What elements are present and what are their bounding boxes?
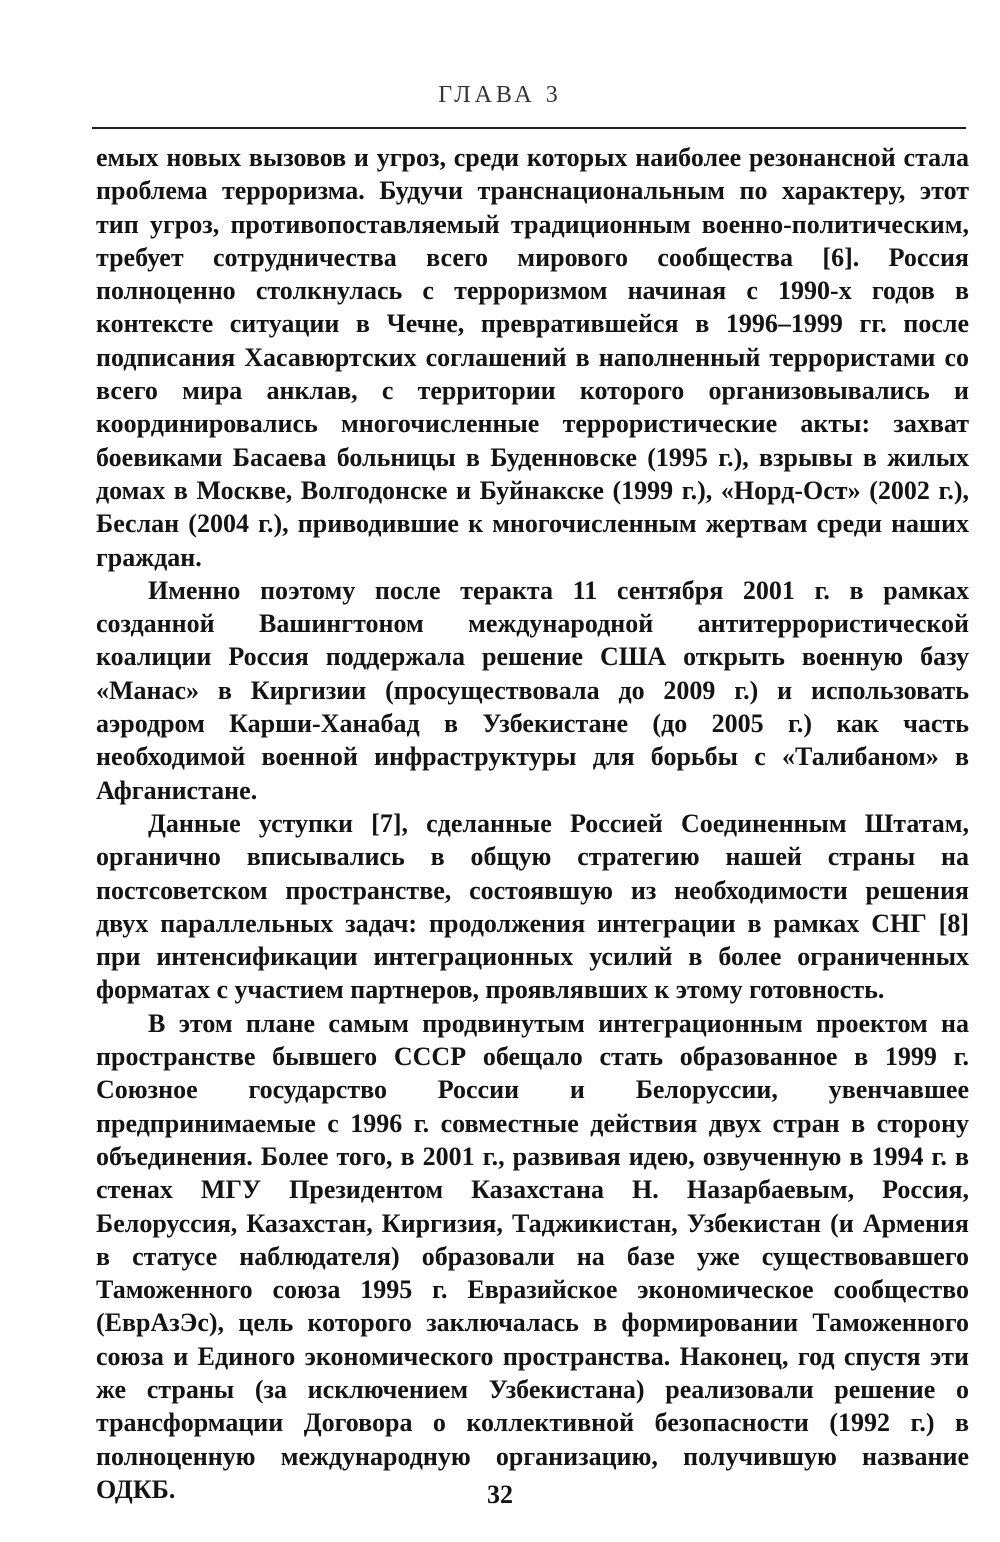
page-number: 32	[487, 1480, 513, 1509]
running-head: ГЛАВА 3	[438, 82, 562, 108]
body-text	[96, 141, 969, 1506]
paragraph-continued: емых новых вызовов и угроз, среди которых наиболее резонансной стала проблема терроризма. Будучи транснациональным по характеру, этот тип угроз, противопоставляемый традиционным военно-политическим, требует сотрудничества всего мирового сообщества [6]. Россия полноценно столкнулась с терроризмом начиная с 1990-х годов в контексте ситуации в Чечне, превратившейся в 1996–1999 гг. после подписания Хасавюртских соглашений в наполненный террористами со всего мира анклав, с территории которого организовывались и координировались многочисленные террористические акты: захват боевиками Басаева больницы в Буденновске (1995 г.), взрывы в жилых домах в Москве, Волгодонске и Буйнакске (1999 г.), «Норд-Ост» (2002 г.), Беслан (2004 г.), приводившие к многочисленным жертвам среди наших граждан.	[96, 143, 969, 572]
paragraph: Именно поэтому после теракта 11 сентября 2001 г. в рамках созданной Вашингтоном международной антитеррористической коалиции Россия поддержала решение США открыть военную базу «Манас» в Киргизии (просуществовала до 2009 г.) и использовать аэродром Карши-Ханабад в Узбекистане (до 2005 г.) как часть необходимой военной инфраструктуры для борьбы с «Талибаном» в Афганистане.	[96, 575, 969, 805]
header-rule	[92, 127, 966, 129]
paragraph: В этом плане самым продвинутым интеграционным проектом на пространстве бывшего СССР обещало стать образованное в 1999 г. Союзное государство России и Белоруссии, увенчавшее предпринимаемые с 1996 г. совместные действия двух стран в сторону объединения. Более того, в 2001 г., развивая идею, озвученную в 1994 г. в стенах МГУ Президентом Казахстана Н. Назарбаевым, Россия, Белоруссия, Казахстан, Киргизия, Таджикистан, Узбекистан (и Армения в статусе наблюдателя) образовали на базе уже существовавшего Таможенного союза 1995 г. Евразийское экономическое сообщество (ЕврАзЭс), цель которого заключалась в формировании Таможенного союза и Единого экономического пространства. Наконец, год спустя эти же страны (за исключением Узбекистана) реализовали решение о трансформации Договора о коллективной безопасности (1992 г.) в полноценную международную организацию, получившую название ОДКБ.	[96, 1008, 969, 1504]
paragraph: Данные уступки [7], сделанные Россией Соединенным Штатам, органично вписывались в общую стратегию нашей страны на постсоветском пространстве, состоявшую из необходимости решения двух параллельных задач: продолжения интеграции в рамках СНГ [8] при интенсификации интеграционных усилий в более ограниченных форматах с участием партнеров, проявлявших к этому готовность.	[96, 808, 969, 1005]
